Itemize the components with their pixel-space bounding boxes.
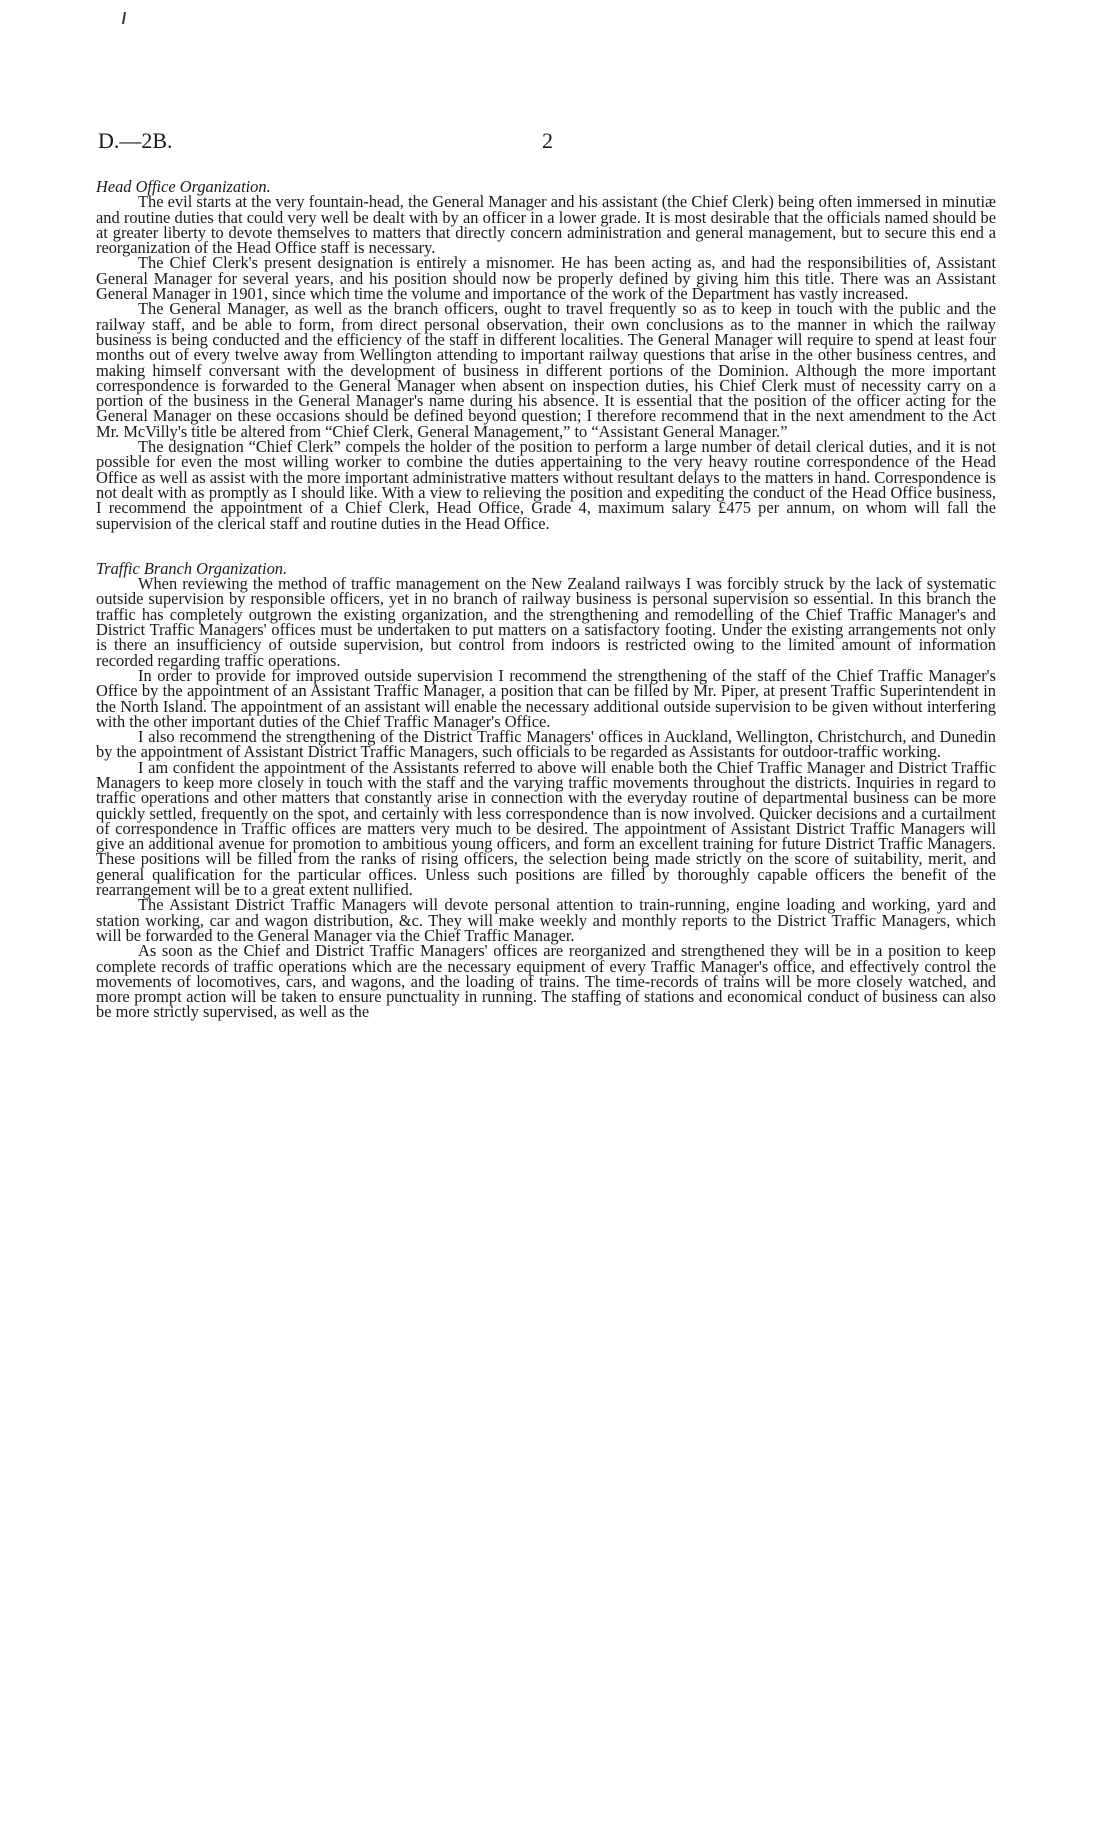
section-traffic-branch [96, 558, 996, 1022]
section-head-office [96, 179, 996, 531]
section-gap [96, 531, 996, 561]
paragraph: In order to provide for improved outside supervision I recommend the strengthening of the staff of the Chief Traffic Manager's Office by the appointment of an Assistant Traffic Manager, a position that can be filled by Mr. Piper, at present Traffic Superintendent in the North Island. The appointment of an assistant will enable the necessary additional outside supervision to be given without interfering with the other important duties of the Chief Traffic Manager's Office. [96, 665, 996, 731]
paragraph: I also recommend the strengthening of the District Traffic Managers' offices in Auckland, Wellington, Christchurch, and Dunedin by the appointment of Assistant District Traffic Managers, such officials to be regarded as Assistants for outdoor-traffic working. [96, 727, 996, 762]
page-number: 2 [542, 128, 553, 153]
paragraph: I am confident the appointment of the Assistants referred to above will enable both the Chief Traffic Manager and District Traffic Managers to keep more closely in touch with the staff and the varying traffic movements throughout the districts. Inquiries in regard to traffic operations and other matters that constantly arise in connection with the everyday routine of departmental business can be more quickly settled, frequently on the spot, and certainly with less correspondence than is now involved. Quicker decisions and a curtailment of correspondence in Traffic offices are matters very much to be desired. The appointment of Assistant District Traffic Managers will give an additional avenue for promotion to ambitious young officers, and form an excellent training for future District Traffic Managers. These positions will be filled from the ranks of rising officers, the selection being made strictly on the score of suitability, merit, and general qualification for the particular offices. Unless such positions are filled by thoroughly capable officers the benefit of the rearrangement will be to a great extent nullified. [96, 757, 996, 900]
section-title: Traffic Branch Organization. [96, 558, 288, 578]
paragraph: The designation “Chief Clerk” compels the holder of the position to perform a large number of detail clerical duties, and it is not possible for even the most willing worker to combine the duties appertaining to the very heavy routine correspondence of the Head Office as well as assist with the more important administrative matters without resultant delays to the matters in hand. Correspondence is not dealt with as promptly as I should like. With a view to relieving the position and expediting the conduct of the Head Office business, I recommend the appointment of a Chief Clerk, Head Office, Grade 4, maximum salary £475 per annum, on whom will fall the supervision of the clerical staff and routine duties in the Head Office. [96, 437, 996, 533]
paragraph: The Assistant District Traffic Managers will devote personal attention to train-running, engine loading and working, yard and station working, car and wagon distribution, &c. They will make weekly and monthly reports to the District Traffic Managers, which will be forwarded to the General Manager via the Chief Traffic Manager. [96, 895, 996, 945]
paragraph: When reviewing the method of traffic management on the New Zealand railways I was forcibly struck by the lack of systematic outside supervision by responsible officers, yet in no branch of railway business is personal supervision so essential. In this branch the traffic has completely outgrown the existing organization, and the strengthening and remodelling of the Chief Traffic Manager's and District Traffic Managers' offices must be undertaken to put matters on a satisfactory footing. Under the existing arrangements not only is there an insufficiency of outside supervision, but control from indoors is restricted owing to the limited amount of information recorded regarding traffic operations. [96, 574, 996, 670]
document-body [96, 179, 996, 1020]
paragraph: The evil starts at the very fountain-head, the General Manager and his assistant (the Chief Clerk) being often immersed in minutiæ and routine duties that could very well be dealt with by an officer in a lower grade. It is most desirable that the officials named should be at greater liberty to devote themselves to matters that directly concern administration and general management, but to secure this end a reorganization of the Head Office staff is necessary. [96, 192, 996, 258]
page-header [98, 128, 998, 158]
paragraph: The General Manager, as well as the branch officers, ought to travel frequently so as to keep in touch with the public and the railway staff, and be able to form, from direct personal observation, their own conclusions as to the manner in which the railway business is being conducted and the efficiency of the staff in different localities. The General Manager will require to spend at least four months out of every twelve away from Wellington attending to important railway questions that arise in the other business centres, and making himself conversant with the development of business in different portions of the Dominion. Although the more important correspondence is forwarded to the General Manager when absent on inspection duties, his Chief Clerk must of necessity carry on a portion of the business in the General Manager's name during his absence. It is essential that the position of the officer acting for the General Manager on these occasions should be defined beyond question; I therefore recommend that in the next amendment to the Act Mr. McVilly's title be altered from “Chief Clerk, General Management,” to “Assistant General Manager.” [96, 299, 996, 441]
section-title: Head Office Organization. [96, 177, 271, 196]
paragraph: As soon as the Chief and District Traffic Managers' offices are reorganized and strengthened they will be in a position to keep complete records of traffic operations which are the necessary equipment of every Traffic Manager's office, and effectively control the movements of locomotives, cars, and wagons, and the loading of trains. The time-records of trains will be more closely watched, and more prompt action will be taken to ensure punctuality in running. The staffing of stations and economical conduct of business can also be more strictly supervised, as well as the [96, 941, 996, 1022]
paragraph: The Chief Clerk's present designation is entirely a misnomer. He has been acting as, and had the responsibilities of, Assistant General Manager for several years, and his position should now be properly defined by giving him this title. There was an Assistant General Manager in 1901, since which time the volume and importance of the work of the Department has vastly increased. [96, 253, 996, 304]
document-reference: D.—2B. [98, 128, 173, 153]
margin-mark [122, 12, 126, 24]
